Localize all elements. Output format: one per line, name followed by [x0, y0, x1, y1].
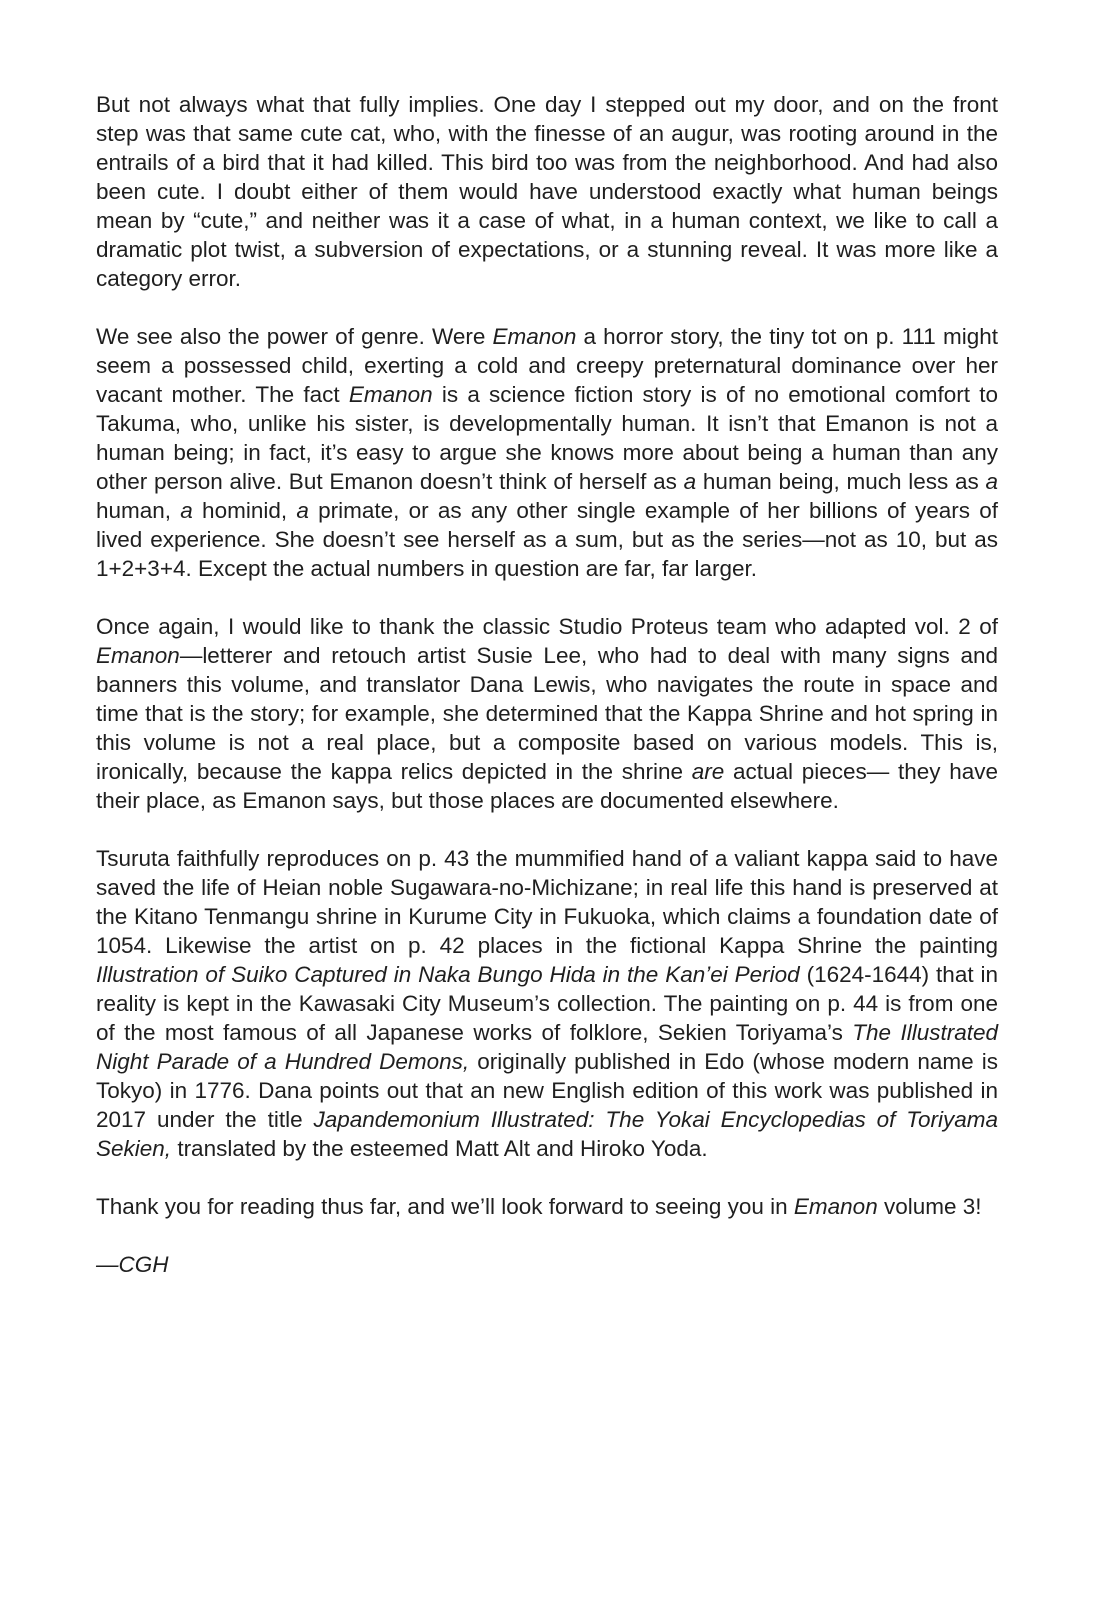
paragraph-4	[96, 844, 998, 1163]
italic-title-run: Japandemonium Illustrated: The Yokai Encyclopedias of Toriyama Sekien,	[96, 1107, 998, 1161]
text-run: We see also the power of genre. Were	[96, 324, 493, 349]
text-run: translated by the esteemed Matt Alt and Hiroko Yoda.	[171, 1136, 708, 1161]
text-run: volume 3!	[877, 1194, 982, 1219]
text-run: Thank you for reading thus far, and we’ll look forward to seeing you in	[96, 1194, 794, 1219]
paragraph-5	[96, 1192, 998, 1221]
italic-emphasis-run: are	[691, 759, 725, 784]
paragraph-1	[96, 90, 998, 293]
text-run: But not always what that fully implies. One day I stepped out my door, and on the front step was that same cute cat, who, with the finesse of an augur, was rooting around in the entrails of a bird that it had killed. This bird too was from the neighborhood. And had also been cute. I doubt either of them would have understood exactly what human beings mean by “cute,” and neither was it a case of what, in a human context, we like to call a dramatic plot twist, a subversion of expectations, or a stunning reveal. It was more like a category error.	[96, 92, 998, 291]
text-run: hominid,	[192, 498, 297, 523]
text-run: Tsuruta faithfully reproduces on p. 43 the mummified hand of a valiant kappa said to have saved the life of Heian noble Sugawara-no-Michizane; in real life this hand is preserved at the Kitano Tenmangu shrine in Kurume City in Fukuoka, which claims a foundation date of 1054. Likewise the artist on p. 42 places in the fictional Kappa Shrine the painting	[96, 846, 998, 958]
italic-emphasis-run: a	[180, 498, 193, 523]
italic-title-run: Emanon	[793, 1194, 878, 1219]
italic-emphasis-run: a	[683, 469, 697, 494]
text-run: (1624-1644) that in reality is kept in the Kawasaki City Museum’s collection. The painting on p. 44 is from one of the most famous of all Japanese works of folklore, Sekien Toriyama’s	[96, 962, 998, 1045]
text-run: originally published in Edo (whose modern name is Tokyo) in 1776. Dana points out that an new English edition of this work was published in 2017 under the title	[96, 1049, 998, 1132]
text-run: is a science fiction story is of no emotional comfort to Takuma, who, unlike his sister, is developmentally human. It isn’t that Emanon is not a human being; in fact, it’s easy to argue she knows more about being a human than any other person alive. But Emanon doesn’t think of herself as	[96, 382, 998, 494]
text-run: actual pieces— they have their place, as Emanon says, but those places are documented elsewhere.	[96, 759, 998, 813]
text-run: Once again, I would like to thank the classic Studio Proteus team who adapted vol. 2 of	[96, 614, 998, 639]
afterword-page	[96, 90, 998, 1279]
paragraph-2	[96, 322, 998, 583]
text-run: human,	[96, 498, 181, 523]
italic-title-run: The Illustrated Night Parade of a Hundred Demons,	[96, 1020, 999, 1074]
signature: —CGH	[96, 1252, 169, 1277]
italic-emphasis-run: a	[985, 469, 999, 494]
text-run: primate, or as any other single example of her billions of years of lived experience. She doesn’t see herself as a sum, but as the series—not as 10, but as 1+2+3+4. Except the actual numbers in question are far, far larger.	[96, 498, 998, 581]
italic-title-run: Emanon	[348, 382, 433, 407]
italic-title-run: Emanon	[96, 643, 180, 668]
paragraph-3	[96, 612, 998, 815]
text-run: human being, much less as	[696, 469, 986, 494]
italic-title-run: Emanon	[492, 324, 577, 349]
text-run: a horror story, the tiny tot on p. 111 might seem a possessed child, exerting a cold and creepy preternatural dominance over her vacant mother. The fact	[96, 324, 998, 407]
italic-emphasis-run: a	[296, 498, 309, 523]
text-run: —letterer and retouch artist Susie Lee, who had to deal with many signs and banners this volume, and translator Dana Lewis, who navigates the route in space and time that is the story; for example, she determined that the Kappa Shrine and hot spring in this volume is not a real place, but a composite based on various models. This is, ironically, because the kappa relics depicted in the shrine	[96, 643, 998, 784]
italic-title-run: Illustration of Suiko Captured in Naka Bungo Hida in the Kan’ei Period	[96, 962, 800, 987]
